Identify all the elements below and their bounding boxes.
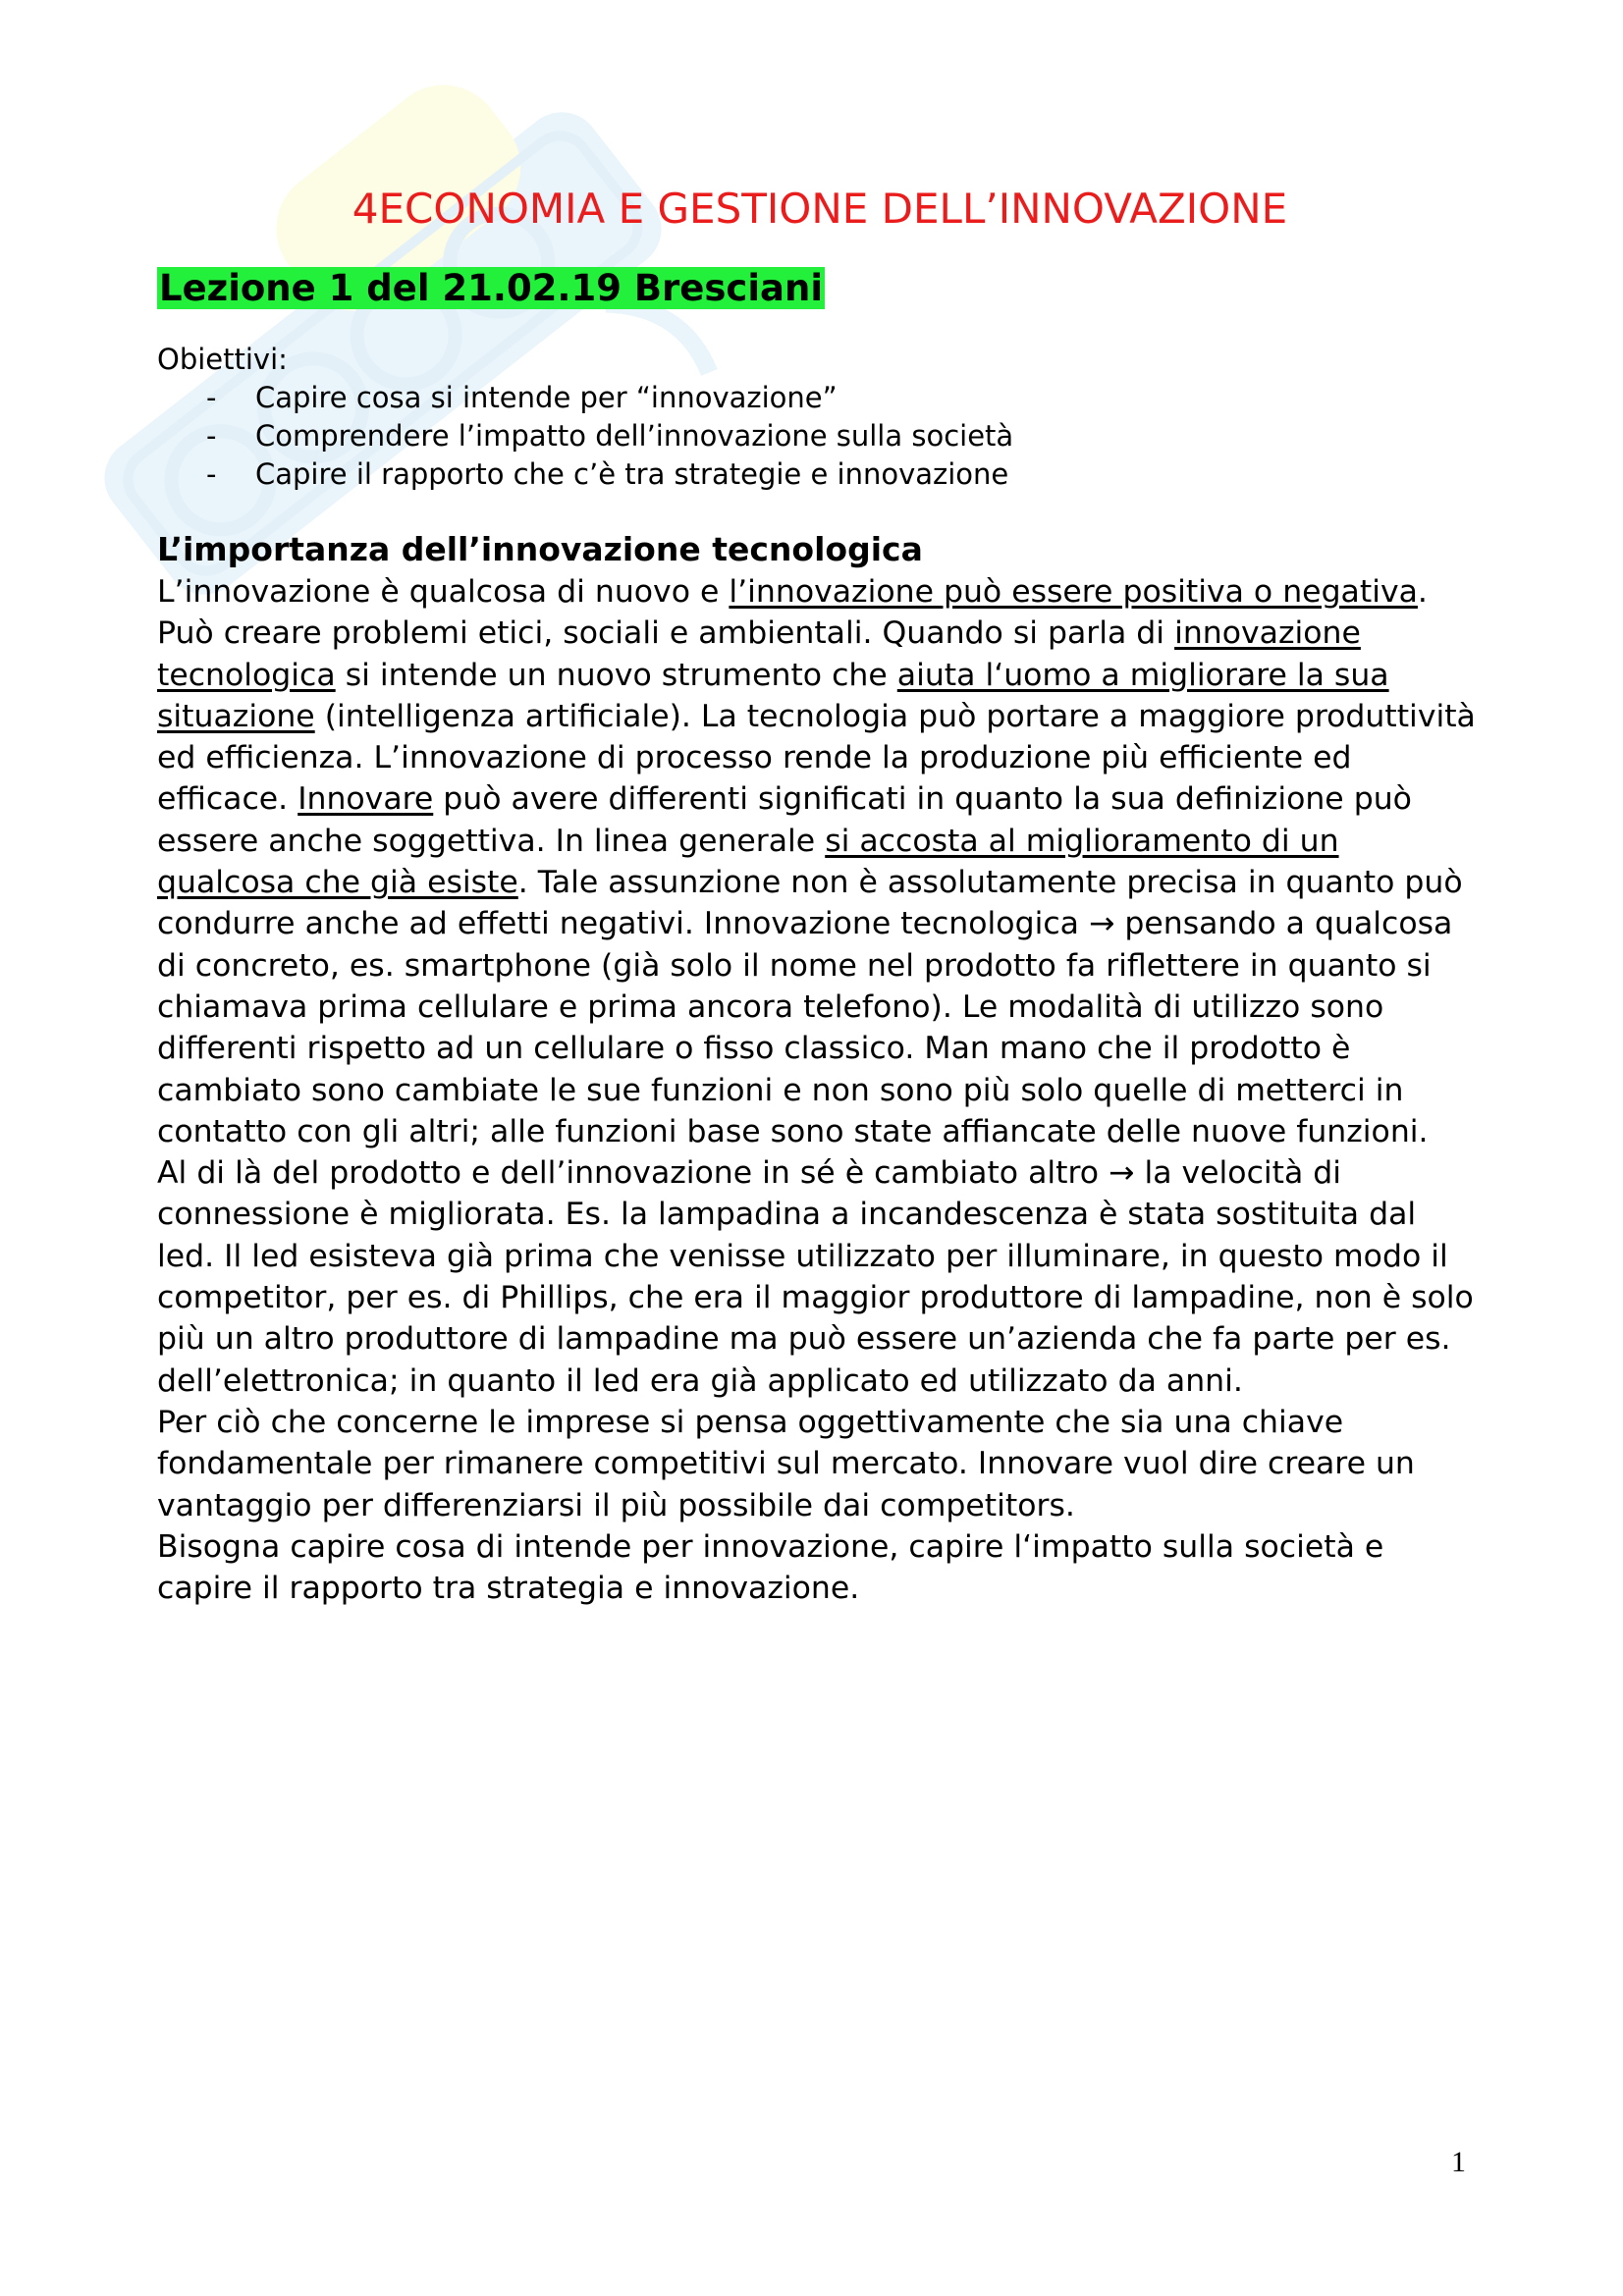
paragraph-3: Per ciò che concerne le imprese si pensa oggettivamente che sia una chiave fondamentale per rimanere competitivi sul mercato. Innovare vuol dire creare un vantaggio per differenziarsi il più possibile dai competitors. [157, 1404, 1415, 1523]
text-run: . Può creare problemi etici, sociali e ambientali. Quando si parla di [157, 574, 1428, 652]
objective-item [157, 455, 1013, 494]
text-run: può avere differenti significati in quanto la sua definizione può essere anche soggettiva. In linea generale [157, 781, 1412, 859]
underlined-text: si accosta al miglioramento di un qualcosa che già esiste [157, 823, 1339, 901]
objective-text: Capire il rapporto che c’è tra strategie e innovazione [255, 457, 1009, 491]
objective-text: Comprendere l’impatto dell’innovazione sulla società [255, 419, 1014, 453]
arrow-right-icon: → [1088, 906, 1115, 942]
bullet-dash: - [206, 457, 217, 491]
underlined-text: aiuta l‘uomo a migliorare la sua situazione [157, 657, 1389, 734]
section-heading: L’importanza dell’innovazione tecnologica [157, 530, 923, 568]
text-run: la velocità di connessione è migliorata. Es. la lampadina a incandescenza è stata sostituita dal led. Il led esisteva già prima che venisse utilizzato per illuminare, in questo modo il competitor, per es. di Phillips, che era il maggior produttore di lampadine, non è solo più un altro produttore di lampadine ma può essere un’azienda che fa parte per es. dell’elettronica; in quanto il led era già applicato ed utilizzato da anni. [157, 1155, 1474, 1399]
page-number: 1 [1451, 2146, 1466, 2178]
arrow-right-icon: → [1109, 1155, 1135, 1192]
lesson-heading-highlight: Lezione 1 del 21.02.19 Bresciani [159, 267, 824, 309]
paragraph-1 [157, 571, 1483, 1152]
text-run: L’innovazione è qualcosa di nuovo e [157, 574, 730, 610]
text-run: si intende un nuovo strumento che [335, 657, 897, 693]
text-run: pensando a qualcosa di concreto, es. smartphone (già solo il nome nel prodotto fa riflettere in quanto si chiamava prima cellulare e prima ancora telefono). Le modalità di utilizzo sono differenti rispetto ad un cellulare o fisso classico. Man mano che il prodotto è cambiato sono cambiate le sue funzioni e non sono più solo quelle di metterci in contatto con gli altri; alle funzioni base sono state affiancate delle nuove funzioni. [157, 906, 1453, 1149]
objectives-label: Obiettivi: [157, 343, 288, 376]
underlined-text: l’innovazione può essere positiva o negativa [729, 574, 1418, 610]
text-run: . Tale assunzione non è assolutamente precisa in quanto può condurre anche ad effetti negativi. Innovazione tecnologica [157, 865, 1463, 942]
body-text [157, 571, 1483, 1609]
bullet-dash: - [206, 381, 217, 414]
underlined-text: Innovare [298, 781, 434, 818]
paragraph-4: Bisogna capire cosa di intende per innovazione, capire l‘impatto sulla società e capire il rapporto tra strategia e innovazione. [157, 1528, 1384, 1607]
objective-text: Capire cosa si intende per “innovazione” [255, 381, 838, 414]
bullet-dash: - [206, 419, 217, 453]
objective-item [157, 379, 1013, 417]
objective-item [157, 417, 1013, 455]
lesson-heading [157, 267, 825, 310]
text-run: (intelligenza artificiale). La tecnologia può portare a maggiore produttività ed efficienza. L’innovazione di processo rende la produzione più efficiente ed efficace. [157, 698, 1476, 818]
objectives-list [157, 379, 1013, 494]
document-title: 4ECONOMIA E GESTIONE DELL’INNOVAZIONE [352, 185, 1288, 233]
paragraph-2 [157, 1152, 1483, 1402]
text-run: Al di là del prodotto e dell’innovazione in sé è cambiato altro [157, 1155, 1109, 1192]
underlined-text: innovazione tecnologica [157, 615, 1361, 693]
